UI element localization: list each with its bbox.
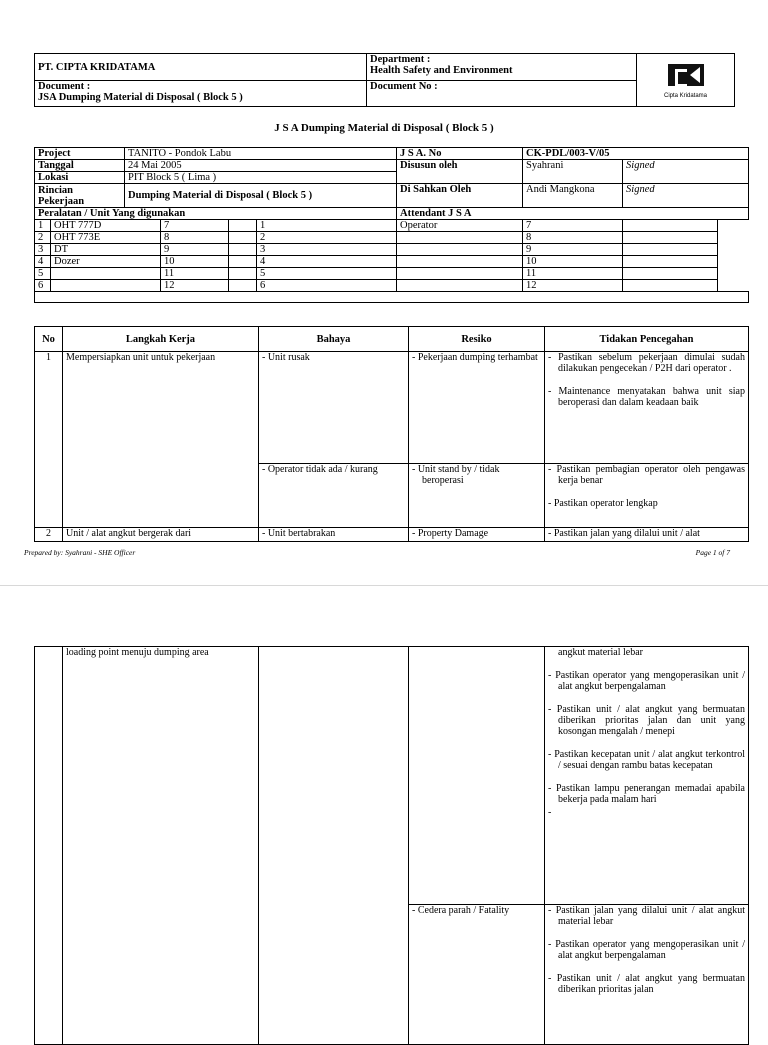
equip-name — [229, 244, 257, 256]
attendant-num: 12 — [523, 280, 623, 292]
attendant-num: 5 — [257, 268, 397, 280]
signed-label-1: Signed — [623, 160, 749, 184]
attendant-name — [397, 244, 523, 256]
attendant-name: Operator — [397, 220, 523, 232]
step-tindakan: - Pastikan operator yang mengoperasikan unit / alat angkut berpengalaman — [548, 939, 745, 961]
attendant-num: 3 — [257, 244, 397, 256]
step-tindakan: - Pastikan kecepatan unit / alat angkut terkontrol / sesuai dengan rambu batas kecepatan — [548, 749, 745, 771]
prepared-by: Prepared by: Syahrani - SHE Officer — [24, 548, 136, 557]
equipment-row — [35, 256, 749, 268]
step-number: 1 — [35, 352, 63, 528]
step-tindakan: - Maintenance menyatakan bahwa unit siap beroperasi dan dalam keadaan baik — [548, 386, 745, 408]
document-no-label: Document No : — [367, 81, 637, 107]
equip-num: 12 — [161, 280, 229, 292]
equip-name — [229, 256, 257, 268]
attendant-name — [623, 244, 718, 256]
attendant-name — [397, 256, 523, 268]
equipment-row — [35, 220, 749, 232]
page-title: J S A Dumping Material di Disposal ( Block 5 ) — [274, 122, 494, 134]
rincian-value: Dumping Material di Disposal ( Block 5 ) — [125, 184, 397, 208]
tanggal-label: Tanggal — [35, 160, 125, 172]
attendant-num: 7 — [523, 220, 623, 232]
step-tindakan: - Pastikan unit / alat angkut yang bermuatan diberikan prioritas jalan dan unit yang kosongan mengalah / menepi — [548, 704, 745, 737]
ck-logo-icon — [668, 64, 704, 86]
disahkan-value: Andi Mangkona — [523, 184, 623, 208]
equip-name: Dozer — [51, 256, 161, 268]
department-label: Department : — [370, 54, 431, 65]
step-langkah: loading point menuju dumping area — [63, 647, 259, 1045]
steps-table — [34, 326, 749, 542]
attendant-name — [623, 256, 718, 268]
attendant-label: Attendant J S A — [397, 208, 749, 220]
logo-cell — [637, 54, 735, 107]
step-tindakan: - Pastikan unit / alat angkut yang bermuatan diberikan prioritas jalan — [548, 973, 745, 995]
equip-name — [229, 280, 257, 292]
equip-name — [51, 280, 161, 292]
step-resiko — [409, 647, 545, 905]
attendant-num: 6 — [257, 280, 397, 292]
attendant-name — [397, 280, 523, 292]
department-cell — [367, 54, 637, 81]
step-bahaya: - Operator tidak ada / kurang — [259, 464, 409, 528]
col-tindakan: Tidakan Pencegahan — [545, 327, 749, 352]
page-number: Page 1 of 7 — [695, 548, 730, 557]
jsa-no-value: CK-PDL/003-V/05 — [523, 148, 749, 160]
equip-num: 9 — [161, 244, 229, 256]
equip-num: 4 — [35, 256, 51, 268]
document-header — [34, 53, 735, 107]
equip-name — [51, 268, 161, 280]
step-langkah: Mempersiapkan unit untuk pekerjaan — [63, 352, 259, 528]
step-resiko: - Unit stand by / tidak beroperasi — [409, 464, 545, 528]
equip-num: 5 — [35, 268, 51, 280]
step-resiko: - Pekerjaan dumping terhambat — [409, 352, 545, 464]
step-tindakan-cell — [545, 647, 749, 905]
peralatan-label: Peralatan / Unit Yang digunakan — [35, 208, 397, 220]
equip-name: DT — [51, 244, 161, 256]
step-tindakan: angkut material lebar — [558, 647, 643, 658]
department-value: Health Safety and Environment — [370, 65, 513, 76]
step-bahaya — [259, 647, 409, 1045]
equip-num: 1 — [35, 220, 51, 232]
attendant-num: 10 — [523, 256, 623, 268]
jsa-no-label: J S A. No — [397, 148, 523, 160]
disahkan-label: Di Sahkan Oleh — [397, 184, 523, 208]
step-tindakan: - Pastikan sebelum pekerjaan dimulai sudah dilakukan pengecekan / P2H dari operator . — [548, 352, 745, 374]
project-value: TANITO - Pondok Labu — [125, 148, 397, 160]
step-tindakan: - Pastikan operator lengkap — [548, 498, 658, 509]
equip-name: OHT 777D — [51, 220, 161, 232]
equip-name: OHT 773E — [51, 232, 161, 244]
equipment-row — [35, 232, 749, 244]
attendant-name — [623, 280, 718, 292]
equip-num: 7 — [161, 220, 229, 232]
col-resiko: Resiko — [409, 327, 545, 352]
rincian-label: Rincian Pekerjaan — [35, 184, 125, 208]
attendant-name — [397, 232, 523, 244]
steps-continuation-table — [34, 646, 749, 1045]
tanggal-value: 24 Mai 2005 — [125, 160, 397, 172]
attendant-name — [623, 232, 718, 244]
spacer-row — [35, 292, 749, 303]
col-bahaya: Bahaya — [259, 327, 409, 352]
step-number: 2 — [35, 528, 63, 542]
company-name: PT. CIPTA KRIDATAMA — [35, 54, 367, 81]
attendant-num: 11 — [523, 268, 623, 280]
attendant-num: 1 — [257, 220, 397, 232]
equip-num: 11 — [161, 268, 229, 280]
step-resiko: - Property Damage — [409, 528, 545, 542]
attendant-num: 9 — [523, 244, 623, 256]
document-value: JSA Dumping Material di Disposal ( Block 5 ) — [38, 92, 243, 103]
disusun-value: Syahrani — [523, 160, 623, 184]
step-tindakan-cell — [545, 464, 749, 528]
equip-name — [229, 232, 257, 244]
equipment-row — [35, 244, 749, 256]
step-langkah: Unit / alat angkut bergerak dari — [63, 528, 259, 542]
equip-num: 2 — [35, 232, 51, 244]
step-tindakan: - Pastikan jalan yang dilalui unit / alat — [545, 528, 749, 542]
col-no: No — [35, 327, 63, 352]
jsa-info-table — [34, 147, 749, 303]
col-langkah: Langkah Kerja — [63, 327, 259, 352]
attendant-num: 2 — [257, 232, 397, 244]
step-tindakan: - Pastikan operator yang mengoperasikan unit / alat angkut berpengalaman — [548, 670, 745, 692]
disusun-label: Disusun oleh — [397, 160, 523, 184]
equip-name — [229, 220, 257, 232]
lokasi-label: Lokasi — [35, 172, 125, 184]
attendant-name — [397, 268, 523, 280]
step-number — [35, 647, 63, 1045]
step-bahaya: - Unit rusak — [259, 352, 409, 464]
page-2 — [0, 585, 768, 1025]
step-tindakan: - Pastikan jalan yang dilalui unit / alat angkut material lebar — [548, 905, 745, 927]
equip-num: 10 — [161, 256, 229, 268]
equipment-row — [35, 280, 749, 292]
equipment-row — [35, 268, 749, 280]
document-cell — [35, 81, 367, 107]
document-label: Document : — [38, 81, 91, 92]
step-tindakan: - Pastikan pembagian operator oleh pengawas kerja benar — [548, 464, 745, 486]
project-label: Project — [35, 148, 125, 160]
step-resiko: - Cedera parah / Fatality — [409, 905, 545, 1045]
logo-caption: Cipta Kridatama — [663, 92, 708, 99]
step-tindakan: - Pastikan lampu penerangan memadai apabila bekerja pada malam hari — [548, 783, 745, 805]
attendant-name — [623, 220, 718, 232]
equip-num: 8 — [161, 232, 229, 244]
equip-num: 3 — [35, 244, 51, 256]
equip-num: 6 — [35, 280, 51, 292]
step-bahaya: - Unit bertabrakan — [259, 528, 409, 542]
attendant-num: 8 — [523, 232, 623, 244]
attendant-num: 4 — [257, 256, 397, 268]
step-tindakan-cell — [545, 352, 749, 464]
lokasi-value: PIT Block 5 ( Lima ) — [125, 172, 397, 184]
signed-label-2: Signed — [623, 184, 749, 208]
step-tindakan: - — [548, 807, 552, 818]
attendant-name — [623, 268, 718, 280]
equip-name — [229, 268, 257, 280]
